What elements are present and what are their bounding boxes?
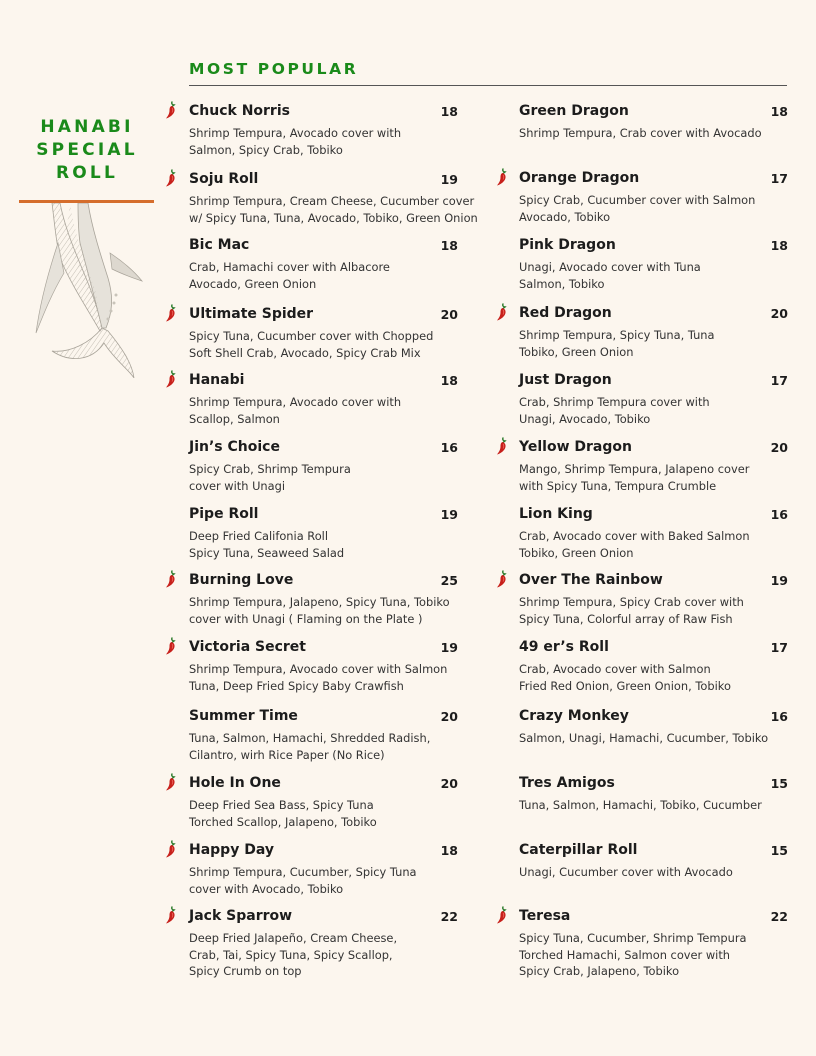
menu-item-description: Spicy Crab, Shrimp Tempura cover with Unagi: [189, 462, 351, 493]
menu-item-description: Crab, Avocado cover with Salmon Fried Red Onion, Green Onion, Tobiko: [519, 662, 731, 693]
menu-item-description: Shrimp Tempura, Avocado cover with Salmon, Spicy Crab, Tobiko: [189, 126, 402, 157]
menu-item-name: Tres Amigos: [519, 775, 615, 791]
menu-item-name: Teresa: [519, 908, 571, 924]
menu-item-description: Spicy Tuna, Cucumber cover with Chopped Soft Shell Crab, Avocado, Spicy Crab Mix: [189, 329, 434, 360]
menu-item-price: 19: [440, 507, 458, 522]
menu-item-name: Happy Day: [189, 842, 274, 858]
menu-item-name: Summer Time: [189, 708, 298, 724]
menu-item-name: 49 er’s Roll: [519, 639, 609, 655]
chili-pepper-icon: [165, 840, 177, 858]
menu-item-name: Orange Dragon: [519, 170, 640, 186]
menu-item-price: 22: [770, 909, 788, 924]
menu-item-name: Chuck Norris: [189, 103, 290, 119]
menu-item-name: Hanabi: [189, 372, 245, 388]
menu-item-description: Crab, Shrimp Tempura cover with Unagi, Avocado, Tobiko: [519, 395, 710, 426]
menu-item-name: Burning Love: [189, 572, 294, 588]
menu-item-price: 16: [440, 440, 458, 455]
menu-item-price: 20: [770, 440, 788, 455]
section-divider: [189, 85, 787, 86]
menu-item-price: 17: [770, 640, 788, 655]
menu-item-price: 22: [440, 909, 458, 924]
menu-item-name: Just Dragon: [519, 372, 612, 388]
special-title-line: ROLL: [55, 163, 118, 183]
menu-item-price: 17: [770, 373, 788, 388]
chili-pepper-icon: [165, 637, 177, 655]
menu-item-description: Shrimp Tempura, Spicy Crab cover with Spicy Tuna, Colorful array of Raw Fish: [519, 595, 744, 626]
menu-item-price: 16: [770, 709, 788, 724]
menu-item-name: Ultimate Spider: [189, 306, 314, 322]
section-title: MOST POPULAR: [189, 60, 359, 78]
special-title-line: SPECIAL: [36, 140, 138, 160]
menu-item-name: Pipe Roll: [189, 506, 259, 522]
menu-item-price: 20: [440, 776, 458, 791]
menu-item-name: Pink Dragon: [519, 237, 616, 253]
menu-item-price: 19: [440, 640, 458, 655]
chili-pepper-icon: [165, 370, 177, 388]
chili-pepper-icon: [496, 906, 508, 924]
chili-pepper-icon: [165, 773, 177, 791]
menu-item-price: 18: [440, 104, 458, 119]
menu-item-description: Salmon, Unagi, Hamachi, Cucumber, Tobiko: [519, 731, 769, 745]
menu-item-description: Shrimp Tempura, Avocado cover with Scallop, Salmon: [189, 395, 402, 426]
menu-item-description: Unagi, Cucumber cover with Avocado: [519, 865, 733, 879]
menu-item-price: 20: [770, 306, 788, 321]
chili-pepper-icon: [496, 437, 508, 455]
menu-item-name: Red Dragon: [519, 305, 612, 321]
menu-item-name: Victoria Secret: [189, 639, 306, 655]
menu-item-description: Unagi, Avocado cover with Tuna Salmon, Tobiko: [519, 260, 701, 291]
menu-item-description: Mango, Shrimp Tempura, Jalapeno cover with Spicy Tuna, Tempura Crumble: [519, 462, 750, 493]
special-roll-title: [18, 116, 156, 185]
menu-item-name: Soju Roll: [189, 171, 259, 187]
chili-pepper-icon: [165, 304, 177, 322]
menu-item-price: 15: [770, 776, 788, 791]
menu-item-name: Bic Mac: [189, 237, 250, 253]
menu-item-price: 25: [440, 573, 458, 588]
menu-item-description: Deep Fried Sea Bass, Spicy Tuna Torched Scallop, Jalapeno, Tobiko: [189, 798, 377, 829]
menu-item-name: Crazy Monkey: [519, 708, 629, 724]
chili-pepper-icon: [165, 570, 177, 588]
menu-item-price: 18: [440, 238, 458, 253]
menu-item-description: Shrimp Tempura, Crab cover with Avocado: [519, 126, 762, 140]
menu-item-name: Hole In One: [189, 775, 281, 791]
menu-item-description: Deep Fried Jalapeño, Cream Cheese, Crab, Tai, Spicy Tuna, Spicy Scallop, Spicy Crumb on top: [189, 931, 398, 978]
menu-item-description: Shrimp Tempura, Cucumber, Spicy Tuna cover with Avocado, Tobiko: [189, 865, 417, 896]
menu-item-description: Spicy Crab, Cucumber cover with Salmon Avocado, Tobiko: [519, 193, 756, 224]
menu-item-price: 18: [440, 373, 458, 388]
chili-pepper-icon: [496, 168, 508, 186]
menu-item-description: Crab, Avocado cover with Baked Salmon Tobiko, Green Onion: [519, 529, 750, 560]
menu-item-price: 18: [770, 238, 788, 253]
tuna-fish-illustration: [30, 203, 150, 378]
menu-item-description: Shrimp Tempura, Spicy Tuna, Tuna Tobiko, Green Onion: [519, 328, 715, 359]
chili-pepper-icon: [496, 303, 508, 321]
menu-item-price: 16: [770, 507, 788, 522]
menu-item-name: Caterpillar Roll: [519, 842, 638, 858]
chili-pepper-icon: [165, 906, 177, 924]
menu-item-price: 20: [440, 709, 458, 724]
menu-item-description: Tuna, Salmon, Hamachi, Tobiko, Cucumber: [519, 798, 762, 812]
menu-item-description: Deep Fried Califonia Roll Spicy Tuna, Seaweed Salad: [189, 529, 345, 560]
menu-item-description: Spicy Tuna, Cucumber, Shrimp Tempura Torched Hamachi, Salmon cover with Spicy Crab, Jalapeno, Tobiko: [519, 931, 747, 978]
menu-item-description: Tuna, Salmon, Hamachi, Shredded Radish, Cilantro, wirh Rice Paper (No Rice): [189, 731, 431, 762]
menu-item-price: 20: [440, 307, 458, 322]
menu-item-price: 19: [440, 172, 458, 187]
menu-item-name: Over The Rainbow: [519, 572, 663, 588]
menu-item-description: Crab, Hamachi cover with Albacore Avocado, Green Onion: [189, 260, 390, 291]
menu-item-description: Shrimp Tempura, Cream Cheese, Cucumber cover w/ Spicy Tuna, Tuna, Avocado, Tobiko, Green Onion: [189, 194, 478, 225]
chili-pepper-icon: [165, 169, 177, 187]
special-title-line: HANABI: [40, 117, 134, 137]
menu-item-name: Yellow Dragon: [519, 439, 632, 455]
chili-pepper-icon: [165, 101, 177, 119]
menu-item-price: 15: [770, 843, 788, 858]
menu-item-name: Jin’s Choice: [189, 439, 280, 455]
menu-item-price: 17: [770, 171, 788, 186]
menu-item-description: Shrimp Tempura, Avocado cover with Salmon Tuna, Deep Fried Spicy Baby Crawfish: [189, 662, 448, 693]
menu-item-name: Green Dragon: [519, 103, 629, 119]
menu-item-name: Lion King: [519, 506, 593, 522]
menu-item-description: Shrimp Tempura, Jalapeno, Spicy Tuna, Tobiko cover with Unagi ( Flaming on the Plate ): [189, 595, 450, 626]
menu-item-price: 19: [770, 573, 788, 588]
menu-item-price: 18: [440, 843, 458, 858]
menu-item-price: 18: [770, 104, 788, 119]
chili-pepper-icon: [496, 570, 508, 588]
menu-item-name: Jack Sparrow: [189, 908, 293, 924]
